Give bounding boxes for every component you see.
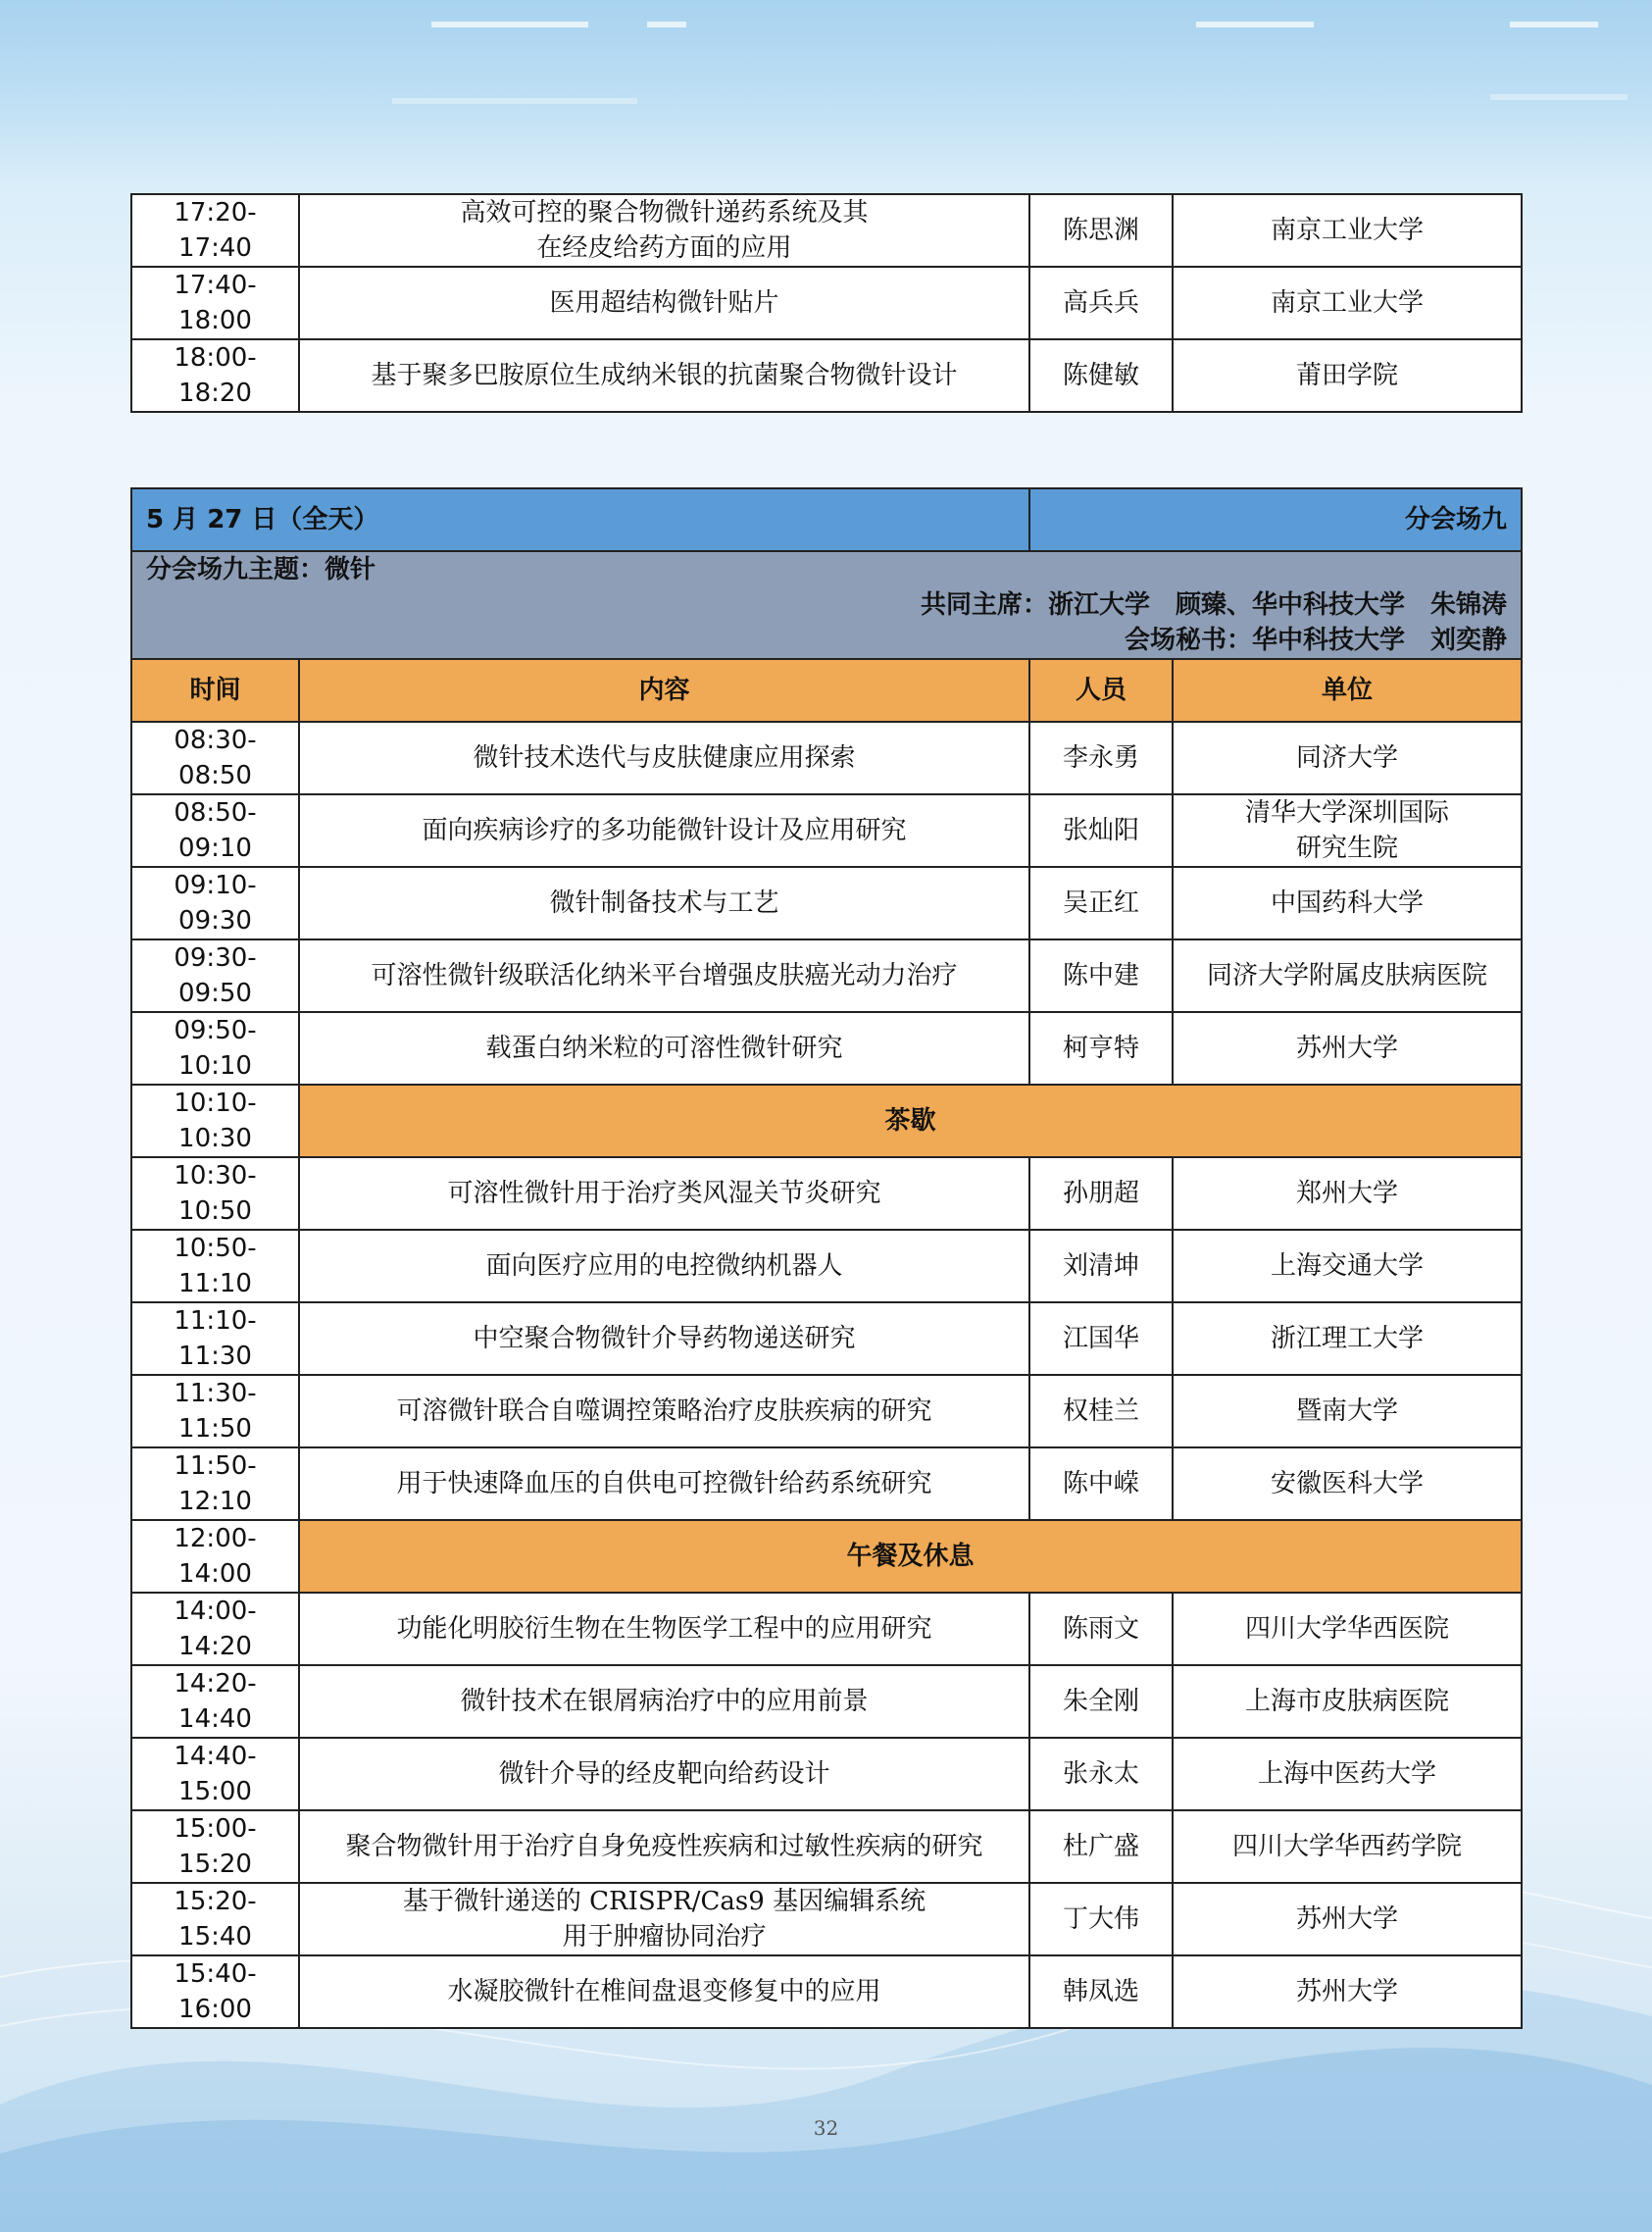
unit-cell-line: 研究生院	[1296, 834, 1399, 863]
break-cell: 午餐及休息	[299, 1520, 1522, 1593]
unit-cell	[1173, 867, 1522, 939]
person-cell: 朱全刚	[1029, 1665, 1173, 1738]
person-cell: 吴正红	[1029, 867, 1173, 939]
content-cell-line: 可溶性微针级联活化纳米平台增强皮肤癌光动力治疗	[371, 961, 958, 990]
schedule-row	[131, 939, 1522, 1012]
schedule-continuation-table	[130, 193, 1523, 413]
content-cell-line: 面向疾病诊疗的多功能微针设计及应用研究	[422, 816, 907, 845]
session-venue: 分会场九	[1029, 488, 1522, 551]
content-cell	[299, 1955, 1029, 2028]
content-cell	[299, 794, 1029, 867]
person-cell: 江国华	[1029, 1302, 1173, 1375]
content-cell-line: 微针制备技术与工艺	[549, 888, 779, 918]
content-cell-line: 可溶性微针用于治疗类风湿关节炎研究	[447, 1179, 881, 1208]
unit-cell	[1173, 939, 1522, 1012]
session-theme: 分会场九主题：微针	[146, 555, 376, 584]
unit-cell-line: 同济大学附属皮肤病医院	[1207, 961, 1488, 990]
session-secretary: 会场秘书：华中科技大学 刘奕静	[1125, 626, 1508, 655]
schedule-row	[131, 339, 1522, 412]
time-cell: 09:30-09:50	[131, 939, 299, 1012]
content-cell	[299, 1665, 1029, 1738]
content-cell-line: 面向医疗应用的电控微纳机器人	[485, 1251, 843, 1281]
unit-cell-line: 郑州大学	[1296, 1179, 1399, 1208]
content-cell-line: 可溶微针联合自噬调控策略治疗皮肤疾病的研究	[396, 1396, 932, 1426]
person-cell: 陈中建	[1029, 939, 1173, 1012]
content-cell	[299, 1738, 1029, 1810]
session-header-row	[131, 488, 1522, 551]
content-cell-line: 水凝胶微针在椎间盘退变修复中的应用	[447, 1977, 881, 2006]
person-cell: 柯亨特	[1029, 1012, 1173, 1085]
unit-cell	[1173, 1593, 1522, 1665]
time-cell: 10:30-10:50	[131, 1157, 299, 1230]
content-cell	[299, 339, 1029, 412]
session-chairs: 共同主席：浙江大学 顾臻、华中科技大学 朱锦涛	[921, 590, 1508, 620]
content-cell	[299, 194, 1029, 267]
unit-cell	[1173, 194, 1522, 267]
content-cell	[299, 1230, 1029, 1302]
time-cell: 10:50-11:10	[131, 1230, 299, 1302]
content-cell-line: 微针技术在银屑病治疗中的应用前景	[460, 1687, 869, 1716]
unit-cell	[1173, 1012, 1522, 1085]
person-cell: 李永勇	[1029, 722, 1173, 794]
schedule-row	[131, 1665, 1522, 1738]
content-cell-line: 在经皮给药方面的应用	[536, 233, 792, 263]
schedule-row	[131, 194, 1522, 267]
schedule-row	[131, 1230, 1522, 1302]
unit-cell-line: 浙江理工大学	[1271, 1324, 1425, 1353]
time-cell: 10:10-10:30	[131, 1085, 299, 1157]
content-cell	[299, 1447, 1029, 1520]
unit-cell-line: 上海中医药大学	[1258, 1759, 1437, 1789]
schedule-row	[131, 1375, 1522, 1447]
content-cell-line: 用于肿瘤协同治疗	[562, 1922, 767, 1952]
time-cell: 08:30-08:50	[131, 722, 299, 794]
schedule-row	[131, 722, 1522, 794]
time-cell: 08:50-09:10	[131, 794, 299, 867]
content-cell	[299, 1810, 1029, 1883]
unit-cell-line: 莆田学院	[1295, 361, 1398, 390]
time-cell: 14:40-15:00	[131, 1738, 299, 1810]
schedule-row	[131, 1520, 1522, 1593]
time-cell: 12:00-14:00	[131, 1520, 299, 1593]
person-cell: 张永太	[1029, 1738, 1173, 1810]
decor-line	[1510, 22, 1598, 27]
content-cell-line: 基于微针递送的 CRISPR/Cas9 基因编辑系统	[402, 1887, 926, 1916]
content-cell	[299, 939, 1029, 1012]
decor-line	[1490, 94, 1627, 100]
time-cell: 09:10-09:30	[131, 867, 299, 939]
time-cell: 15:40-16:00	[131, 1955, 299, 2028]
unit-cell	[1173, 1738, 1522, 1810]
person-cell: 陈雨文	[1029, 1593, 1173, 1665]
content-cell	[299, 1883, 1029, 1955]
unit-cell	[1173, 1375, 1522, 1447]
unit-cell	[1173, 1447, 1522, 1520]
unit-cell-line: 苏州大学	[1296, 1034, 1399, 1063]
content-cell-line: 聚合物微针用于治疗自身免疫性疾病和过敏性疾病的研究	[345, 1832, 983, 1861]
content-cell-line: 微针技术迭代与皮肤健康应用探索	[473, 743, 856, 773]
content-cell	[299, 867, 1029, 939]
unit-cell-line: 暨南大学	[1296, 1396, 1399, 1426]
content-cell-line: 载蛋白纳米粒的可溶性微针研究	[485, 1034, 843, 1063]
person-cell: 杜广盛	[1029, 1810, 1173, 1883]
schedule-row	[131, 1447, 1522, 1520]
schedule-row	[131, 1955, 1522, 2028]
content-cell-line: 微针介导的经皮靶向给药设计	[498, 1759, 830, 1789]
content-cell	[299, 1593, 1029, 1665]
header-decoration	[0, 0, 1652, 186]
schedule-row	[131, 1883, 1522, 1955]
column-header-person: 人员	[1029, 659, 1173, 722]
content-cell	[299, 1375, 1029, 1447]
session-date: 5 月 27 日（全天）	[131, 488, 1029, 551]
column-header-unit: 单位	[1173, 659, 1522, 722]
content-cell	[299, 1157, 1029, 1230]
decor-line	[1196, 22, 1314, 27]
person-cell: 刘清坤	[1029, 1230, 1173, 1302]
content-cell-line: 功能化明胶衍生物在生物医学工程中的应用研究	[396, 1614, 932, 1644]
unit-cell	[1173, 1157, 1522, 1230]
schedule-row	[131, 1012, 1522, 1085]
content-cell-line: 中空聚合物微针介导药物递送研究	[473, 1324, 856, 1353]
person-cell: 张灿阳	[1029, 794, 1173, 867]
person-cell: 丁大伟	[1029, 1883, 1173, 1955]
content-cell	[299, 1012, 1029, 1085]
decor-line	[431, 22, 588, 27]
time-cell: 14:20-14:40	[131, 1665, 299, 1738]
content-cell-line: 用于快速降血压的自供电可控微针给药系统研究	[396, 1469, 932, 1498]
time-cell: 17:20-17:40	[131, 194, 299, 267]
column-header-row	[131, 659, 1522, 722]
person-cell: 权桂兰	[1029, 1375, 1173, 1447]
unit-cell-line: 苏州大学	[1296, 1977, 1399, 2006]
schedule-row	[131, 1085, 1522, 1157]
unit-cell-line: 安徽医科大学	[1271, 1469, 1425, 1498]
time-cell: 14:00-14:20	[131, 1593, 299, 1665]
session-nine-table	[130, 487, 1523, 2029]
unit-cell	[1173, 1302, 1522, 1375]
unit-cell	[1173, 1955, 1522, 2028]
schedule-row	[131, 867, 1522, 939]
person-cell: 陈思渊	[1029, 194, 1173, 267]
break-cell: 茶歇	[299, 1085, 1522, 1157]
time-cell: 11:50-12:10	[131, 1447, 299, 1520]
session-info-row	[131, 551, 1522, 659]
unit-cell	[1173, 794, 1522, 867]
schedule-row	[131, 1810, 1522, 1883]
time-cell: 11:10-11:30	[131, 1302, 299, 1375]
person-cell: 孙朋超	[1029, 1157, 1173, 1230]
decor-line	[647, 22, 686, 27]
person-cell: 韩凤选	[1029, 1955, 1173, 2028]
content-cell-line: 医用超结构微针贴片	[549, 288, 779, 318]
unit-cell	[1173, 1230, 1522, 1302]
time-cell: 15:20-15:40	[131, 1883, 299, 1955]
decor-line	[392, 98, 637, 104]
time-cell: 17:40-18:00	[131, 267, 299, 339]
time-cell: 11:30-11:50	[131, 1375, 299, 1447]
content-cell	[299, 267, 1029, 339]
schedule-row	[131, 794, 1522, 867]
content-cell-line: 基于聚多巴胺原位生成纳米银的抗菌聚合物微针设计	[371, 361, 958, 390]
time-cell: 18:00-18:20	[131, 339, 299, 412]
unit-cell	[1173, 1810, 1522, 1883]
time-cell: 09:50-10:10	[131, 1012, 299, 1085]
schedule-row	[131, 1738, 1522, 1810]
unit-cell-line: 中国药科大学	[1271, 888, 1425, 918]
unit-cell-line: 南京工业大学	[1270, 216, 1424, 245]
content-cell	[299, 1302, 1029, 1375]
unit-cell-line: 上海市皮肤病医院	[1245, 1687, 1450, 1716]
unit-cell-line: 同济大学	[1296, 743, 1399, 773]
unit-cell-line: 苏州大学	[1296, 1904, 1399, 1934]
unit-cell	[1173, 339, 1522, 412]
person-cell: 陈中嵘	[1029, 1447, 1173, 1520]
unit-cell-line: 四川大学华西药学院	[1232, 1832, 1463, 1861]
unit-cell-line: 四川大学华西医院	[1245, 1614, 1450, 1644]
column-header-content: 内容	[299, 659, 1029, 722]
content-cell-line: 高效可控的聚合物微针递药系统及其	[460, 198, 869, 228]
session-info-cell	[131, 551, 1522, 659]
schedule-row	[131, 1157, 1522, 1230]
unit-cell-line: 清华大学深圳国际	[1245, 798, 1450, 828]
person-cell: 高兵兵	[1029, 267, 1173, 339]
schedule-row	[131, 1593, 1522, 1665]
person-cell: 陈健敏	[1029, 339, 1173, 412]
schedule-row	[131, 1302, 1522, 1375]
schedule-row	[131, 267, 1522, 339]
content-cell	[299, 722, 1029, 794]
unit-cell	[1173, 1883, 1522, 1955]
page-number: 32	[813, 2116, 839, 2140]
unit-cell-line: 南京工业大学	[1270, 288, 1424, 318]
column-header-time: 时间	[131, 659, 299, 722]
unit-cell	[1173, 722, 1522, 794]
unit-cell	[1173, 267, 1522, 339]
unit-cell-line: 上海交通大学	[1271, 1251, 1425, 1281]
unit-cell	[1173, 1665, 1522, 1738]
time-cell: 15:00-15:20	[131, 1810, 299, 1883]
